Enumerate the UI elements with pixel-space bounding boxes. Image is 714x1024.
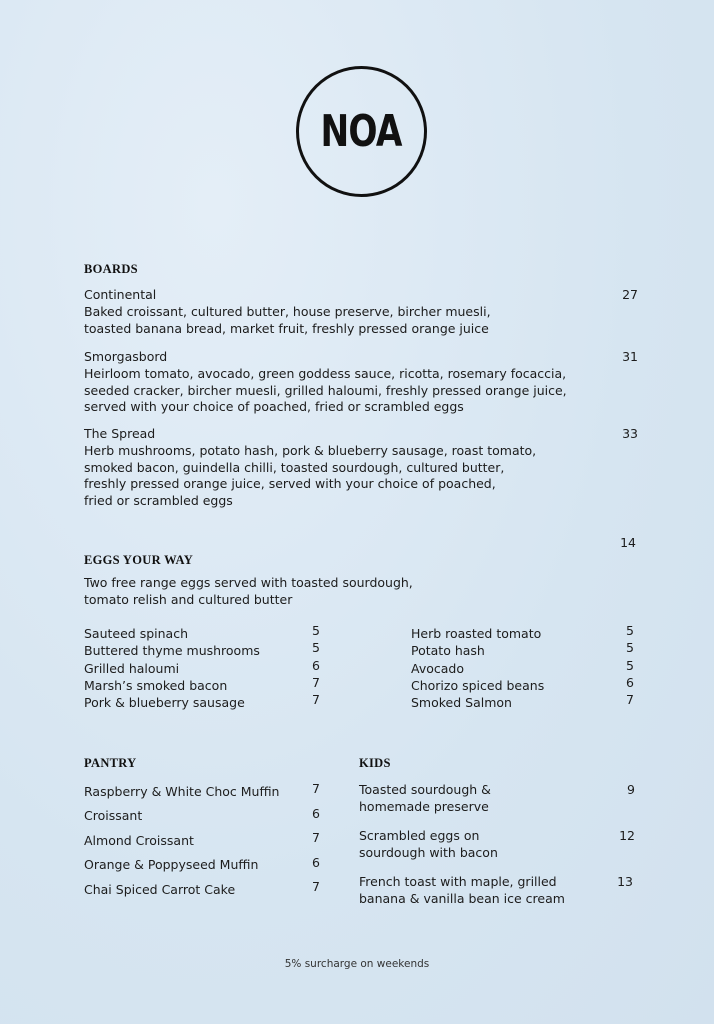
- pantry-heading: PANTRY: [84, 756, 137, 770]
- list-item: Herb roasted tomato 5: [411, 623, 634, 641]
- eggs-price: 14: [620, 535, 636, 550]
- noa-logo: [296, 66, 427, 197]
- kids-item-price: 12: [619, 828, 635, 843]
- board-item-name: The Spread: [84, 426, 156, 441]
- logo-text: NOA: [320, 106, 403, 157]
- list-item: Smoked Salmon 7: [411, 692, 634, 711]
- list-item: Orange & Poppyseed Muffin 6: [84, 855, 320, 873]
- surcharge-note: 5% surcharge on weekends: [284, 958, 430, 970]
- boards-heading: BOARDS: [84, 262, 138, 276]
- kids-item-price: 13: [617, 874, 633, 889]
- eggs-desc: Two free range eggs served with toasted sourdough, tomato relish and cultured butter: [84, 575, 413, 607]
- pantry-list: [84, 781, 324, 903]
- kids-heading: KIDS: [359, 756, 391, 770]
- board-item-price: 27: [622, 287, 638, 302]
- list-item: Raspberry & White Choc Muffin 7: [84, 781, 320, 799]
- kids-item-price: 9: [627, 782, 635, 797]
- list-item: Grilled haloumi 6: [84, 657, 320, 676]
- list-item: Avocado 5: [411, 657, 634, 676]
- board-item-name: Continental: [84, 287, 157, 302]
- list-item: Potato hash 5: [411, 640, 634, 659]
- kids-item: French toast with maple, grilled banana & vanilla bean ice cream: [359, 874, 565, 906]
- kids-item: Scrambled eggs on sourdough with bacon: [359, 828, 498, 860]
- list-item: Chai Spiced Carrot Cake 7: [84, 878, 320, 897]
- board-item-desc: Heirloom tomato, avocado, green goddess sauce, ricotta, rosemary focaccia, seeded cracker, bircher muesli, grilled haloumi, freshly pressed orange juice, served with your choice of poached, fried or scrambled eggs: [84, 366, 567, 414]
- eggs-heading: EGGS YOUR WAY: [84, 553, 194, 567]
- list-item: Chorizo spiced beans 6: [411, 674, 634, 693]
- board-item-name: Smorgasbord: [84, 349, 168, 364]
- list-item: Marsh’s smoked bacon 7: [84, 674, 320, 693]
- list-item: Sauteed spinach 5: [84, 623, 320, 641]
- board-item-price: 33: [622, 426, 638, 441]
- kids-item: Toasted sourdough & homemade preserve: [359, 782, 491, 814]
- board-item-desc: Baked croissant, cultured butter, house preserve, bircher muesli, toasted banana bread, market fruit, freshly pressed orange juice: [84, 304, 491, 336]
- board-item-desc: Herb mushrooms, potato hash, pork & blueberry sausage, roast tomato, smoked bacon, guindella chilli, toasted sourdough, cultured butter, freshly pressed orange juice, served with your choice of poached, fried or scrambled eggs: [84, 443, 537, 508]
- sides-left-list: [84, 623, 324, 709]
- list-item: Almond Croissant 7: [84, 829, 320, 848]
- list-item: Croissant 6: [84, 806, 320, 824]
- list-item: Buttered thyme mushrooms 5: [84, 640, 320, 659]
- sides-right-list: [411, 623, 638, 709]
- board-item-price: 31: [622, 349, 638, 364]
- list-item: Pork & blueberry sausage 7: [84, 692, 320, 711]
